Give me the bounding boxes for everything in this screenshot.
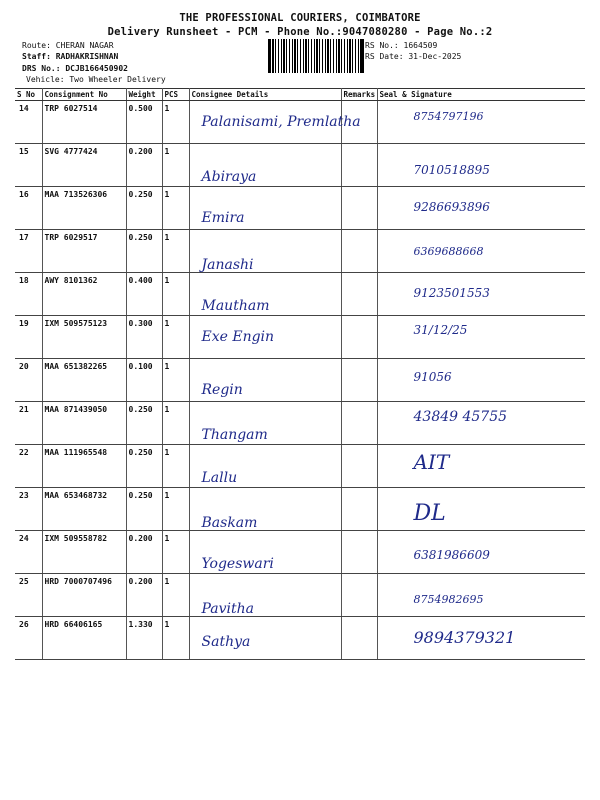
consignment-cell: IXM 509575123 [42, 316, 126, 359]
col-header-consignment: Consignment No [42, 89, 126, 101]
sno-cell: 20 [15, 359, 42, 402]
signature-cell [377, 617, 585, 660]
signature-cell [377, 359, 585, 402]
consignee-name: Yogeswari [201, 556, 274, 572]
barcode [268, 39, 364, 73]
consignee-name: Baskam [201, 515, 258, 531]
sno-cell: 25 [15, 574, 42, 617]
weight-cell: 0.250 [126, 230, 162, 273]
weight-cell: 0.250 [126, 488, 162, 531]
table-row [15, 445, 585, 488]
consignee-name: Exe Engin [201, 329, 275, 345]
pcs-cell: 1 [162, 445, 189, 488]
sno-cell: 14 [15, 101, 42, 144]
signature-cell [377, 187, 585, 230]
sno-cell: 17 [15, 230, 42, 273]
table-row [15, 402, 585, 445]
table-header-row [15, 89, 585, 101]
pcs-cell: 1 [162, 101, 189, 144]
consignee-name: Sathya [201, 634, 251, 650]
vehicle-value: Two Wheeler Delivery [69, 75, 166, 84]
consignment-cell: MAA 651382265 [42, 359, 126, 402]
vehicle-label: Vehicle: [26, 75, 65, 84]
consignee-cell [189, 273, 341, 316]
consignment-cell: SVG 4777424 [42, 144, 126, 187]
sno-cell: 26 [15, 617, 42, 660]
rs-number-label: RS No.: [365, 41, 399, 50]
consignee-name: Abiraya [201, 169, 257, 185]
consignee-cell [189, 359, 341, 402]
sno-cell: 18 [15, 273, 42, 316]
rs-number-line [365, 40, 437, 51]
consignment-cell: MAA 713526306 [42, 187, 126, 230]
weight-cell: 0.400 [126, 273, 162, 316]
drs-label: DRS No.: [22, 64, 61, 73]
signature-cell [377, 531, 585, 574]
remarks-cell [341, 144, 377, 187]
drs-value: DCJB166450902 [65, 64, 128, 73]
pcs-cell: 1 [162, 273, 189, 316]
runsheet-subtitle: Delivery Runsheet - PCM - Phone No.:9047080280 - Page No.:2 [107, 26, 493, 38]
table-body [15, 101, 585, 660]
pcs-cell: 1 [162, 574, 189, 617]
weight-cell: 0.200 [126, 574, 162, 617]
weight-cell: 0.500 [126, 101, 162, 144]
signature-cell [377, 445, 585, 488]
signature-handwriting: 7010518895 [413, 163, 490, 177]
col-header-pcs: PCS [162, 89, 189, 101]
vehicle-line [26, 74, 166, 85]
consignment-cell: MAA 653468732 [42, 488, 126, 531]
remarks-cell [341, 230, 377, 273]
signature-cell [377, 273, 585, 316]
signature-cell [377, 144, 585, 187]
route-value: CHERAN NAGAR [55, 41, 114, 50]
pcs-cell: 1 [162, 359, 189, 402]
signature-handwriting: 9123501553 [413, 286, 490, 300]
weight-cell: 0.100 [126, 359, 162, 402]
sno-cell: 21 [15, 402, 42, 445]
runsheet-table [15, 88, 585, 660]
rs-date-line [365, 51, 461, 62]
table-row [15, 316, 585, 359]
consignee-cell [189, 488, 341, 531]
staff-line [22, 51, 118, 62]
signature-cell [377, 574, 585, 617]
weight-cell: 0.250 [126, 187, 162, 230]
consignee-cell [189, 617, 341, 660]
consignee-cell [189, 445, 341, 488]
weight-cell: 0.200 [126, 531, 162, 574]
consignment-cell: IXM 509558782 [42, 531, 126, 574]
consignee-cell [189, 531, 341, 574]
signature-handwriting: 43849 45755 [413, 409, 508, 425]
rs-date-value: 31-Dec-2025 [408, 52, 462, 61]
sno-cell: 15 [15, 144, 42, 187]
consignment-cell: AWY 8101362 [42, 273, 126, 316]
remarks-cell [341, 273, 377, 316]
consignment-cell: TRP 6029517 [42, 230, 126, 273]
table-row [15, 187, 585, 230]
remarks-cell [341, 445, 377, 488]
sno-cell: 24 [15, 531, 42, 574]
remarks-cell [341, 531, 377, 574]
remarks-cell [341, 316, 377, 359]
signature-cell [377, 488, 585, 531]
pcs-cell: 1 [162, 230, 189, 273]
consignment-cell: MAA 111965548 [42, 445, 126, 488]
consignee-name: Thangam [201, 427, 268, 443]
consignment-cell: MAA 871439050 [42, 402, 126, 445]
pcs-cell: 1 [162, 531, 189, 574]
signature-cell [377, 316, 585, 359]
table-row [15, 101, 585, 144]
table-row [15, 230, 585, 273]
signature-handwriting: 8754797196 [413, 110, 484, 123]
signature-handwriting: 6369688668 [413, 245, 484, 258]
consignee-cell [189, 187, 341, 230]
pcs-cell: 1 [162, 617, 189, 660]
consignee-name: Lallu [201, 470, 238, 486]
signature-handwriting: 91056 [413, 370, 452, 384]
consignee-cell [189, 402, 341, 445]
table-row [15, 273, 585, 316]
weight-cell: 0.250 [126, 402, 162, 445]
staff-value: RADHAKRISHNAN [55, 52, 119, 61]
signature-handwriting: DL [413, 501, 446, 526]
signature-cell [377, 402, 585, 445]
weight-cell: 0.250 [126, 445, 162, 488]
sno-cell: 16 [15, 187, 42, 230]
signature-handwriting: 9894379321 [413, 628, 516, 647]
consignee-cell [189, 101, 361, 144]
col-header-weight: Weight [126, 89, 162, 101]
drs-line [22, 63, 128, 74]
remarks-cell [341, 402, 377, 445]
table-row [15, 488, 585, 531]
remarks-cell [341, 187, 377, 230]
col-header-signature: Seal & Signature [377, 89, 585, 101]
pcs-cell: 1 [162, 488, 189, 531]
signature-handwriting: 6381986609 [413, 548, 490, 562]
route-line [22, 40, 114, 51]
consignment-cell: HRD 7000707496 [42, 574, 126, 617]
sno-cell: 19 [15, 316, 42, 359]
pcs-cell: 1 [162, 316, 189, 359]
sno-cell: 22 [15, 445, 42, 488]
signature-handwriting: AIT [413, 450, 450, 474]
staff-label: Staff: [22, 52, 51, 61]
col-header-consignee: Consignee Details [189, 89, 341, 101]
route-label: Route: [22, 41, 51, 50]
rs-date-label: RS Date: [365, 52, 404, 61]
signature-handwriting: 9286693896 [413, 200, 490, 214]
signature-handwriting: 8754982695 [413, 593, 484, 606]
consignee-cell [189, 316, 341, 359]
table-row [15, 531, 585, 574]
consignment-cell: TRP 6027514 [42, 101, 126, 144]
pcs-cell: 1 [162, 187, 189, 230]
remarks-cell [341, 359, 377, 402]
remarks-cell [341, 488, 377, 531]
weight-cell: 0.200 [126, 144, 162, 187]
consignee-cell [189, 144, 341, 187]
signature-cell [377, 101, 585, 144]
consignee-name: Palanisami, Premlatha [201, 114, 361, 130]
remarks-cell [341, 617, 377, 660]
table-row [15, 574, 585, 617]
consignment-cell: HRD 66406165 [42, 617, 126, 660]
weight-cell: 1.330 [126, 617, 162, 660]
sno-cell: 23 [15, 488, 42, 531]
consignee-name: Emira [201, 210, 245, 226]
consignee-name: Regin [201, 382, 243, 398]
consignee-name: Janashi [201, 257, 254, 273]
rs-number-value: 1664509 [403, 41, 438, 50]
company-title: THE PROFESSIONAL COURIERS, COIMBATORE [179, 12, 421, 24]
consignee-cell [189, 574, 341, 617]
col-header-remarks: Remarks [341, 89, 377, 101]
table-row [15, 359, 585, 402]
remarks-cell [341, 574, 377, 617]
table-row [15, 144, 585, 187]
signature-handwriting: 31/12/25 [413, 323, 468, 337]
signature-cell [377, 230, 585, 273]
table-row [15, 617, 585, 660]
weight-cell: 0.300 [126, 316, 162, 359]
consignee-name: Mautham [201, 298, 270, 314]
consignee-cell [189, 230, 341, 273]
pcs-cell: 1 [162, 144, 189, 187]
pcs-cell: 1 [162, 402, 189, 445]
col-header-sno: S No [15, 89, 42, 101]
consignee-name: Pavitha [201, 601, 255, 617]
